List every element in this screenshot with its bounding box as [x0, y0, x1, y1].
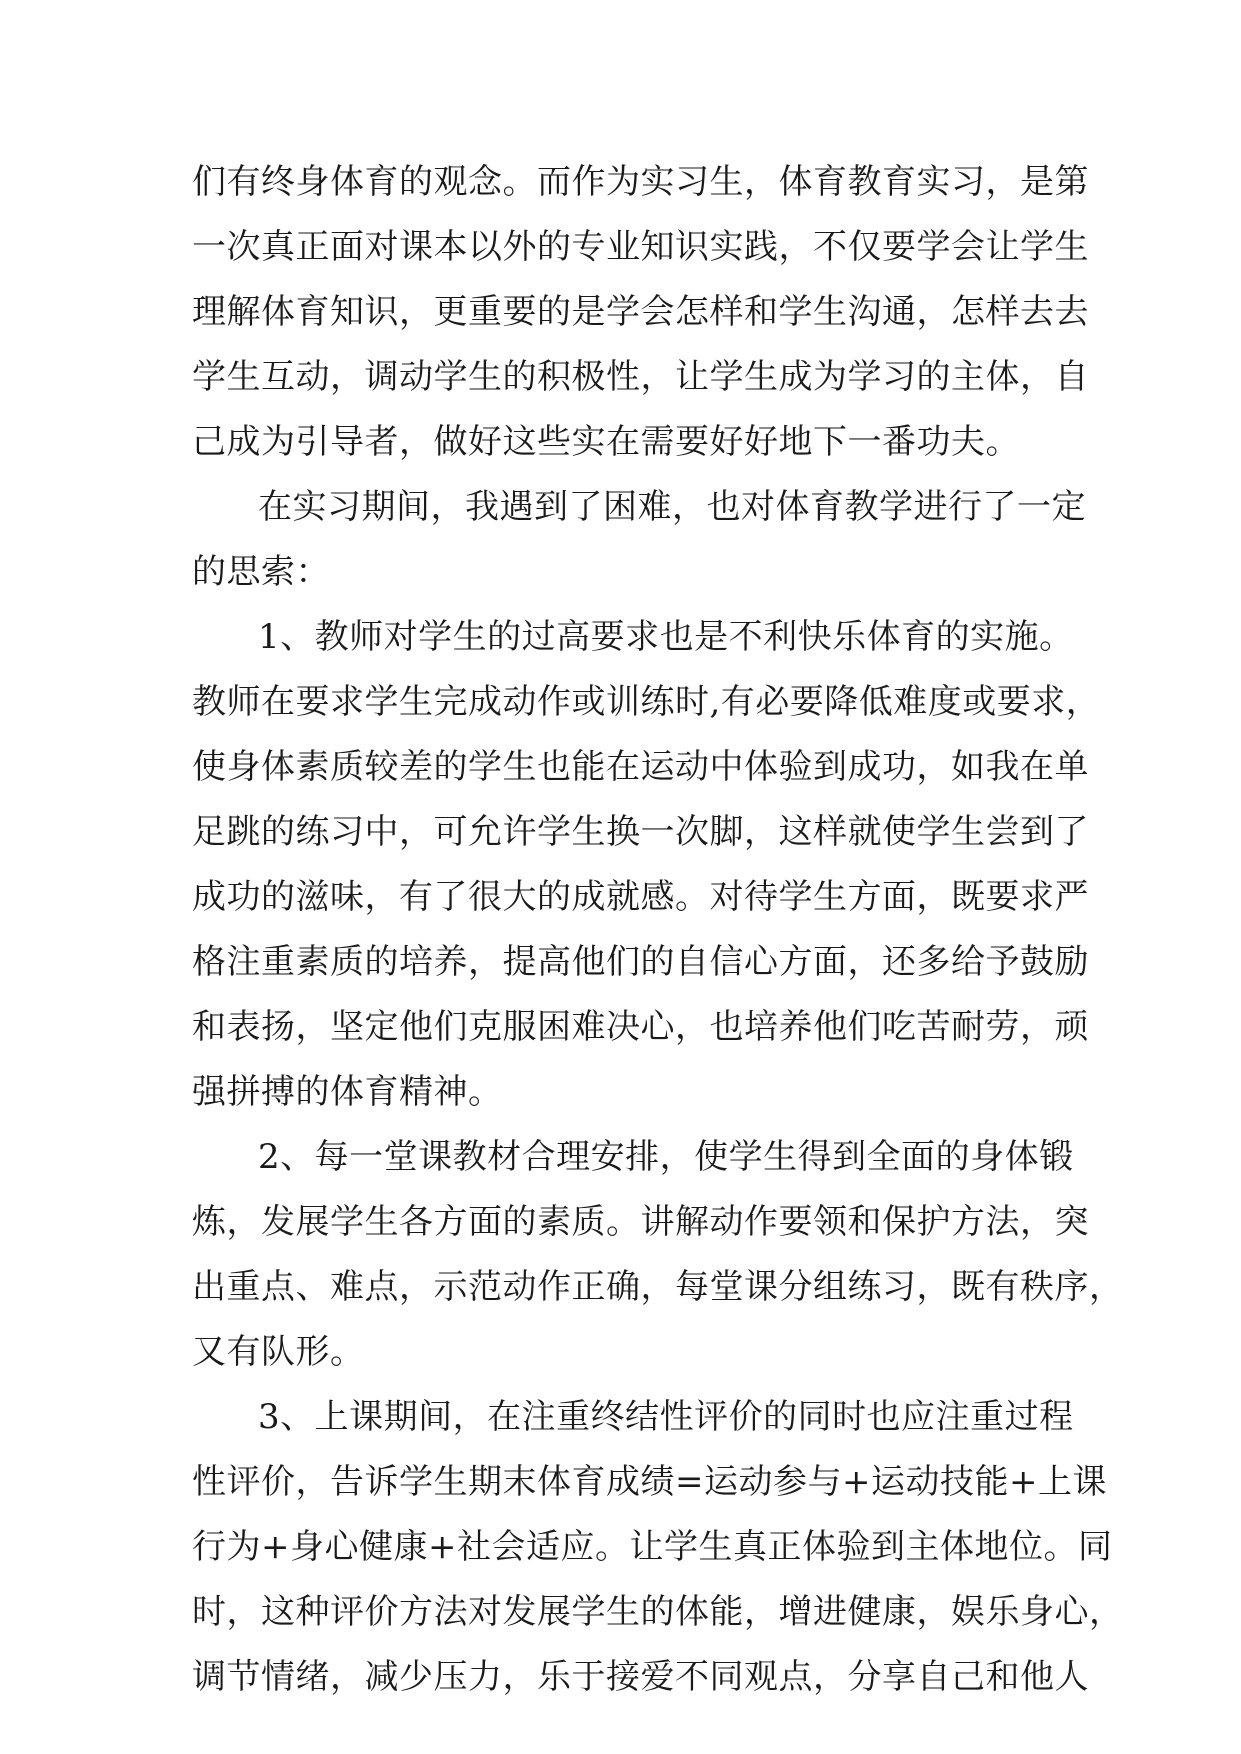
text-line: 3、上课期间，在注重终结性评价的同时也应注重过程	[258, 1397, 1074, 1437]
text-line: 的思索：	[192, 552, 330, 592]
text-line: 1、教师对学生的过高要求也是不利快乐体育的实施。	[258, 617, 1074, 657]
text-line: 使身体素质较差的学生也能在运动中体验到成功，如我在单	[192, 747, 1089, 787]
text-line: 出重点、难点，示范动作正确，每堂课分组练习，既有秩序，	[192, 1267, 1124, 1307]
text-line: 足跳的练习中，可允许学生换一次脚，这样就使学生尝到了	[192, 812, 1089, 852]
text-line: 格注重素质的培养，提高他们的自信心方面，还多给予鼓励	[192, 942, 1089, 982]
text-line: 调节情绪，减少压力，乐于接爱不同观点，分享自己和他人	[192, 1657, 1089, 1697]
text-line: 强拼搏的体育精神。	[192, 1072, 503, 1112]
text-line: 教师在要求学生完成动作或训练时,有必要降低难度或要求，	[192, 682, 1101, 722]
text-line: 们有终身体育的观念。而作为实习生，体育教育实习，是第	[192, 162, 1089, 202]
text-line: 成功的滋味，有了很大的成就感。对待学生方面，既要求严	[192, 877, 1089, 917]
text-line: 理解体育知识，更重要的是学会怎样和学生沟通，怎样去去	[192, 292, 1089, 332]
text-line: 己成为引导者，做好这些实在需要好好地下一番功夫。	[192, 422, 1020, 462]
text-line: 又有队形。	[192, 1332, 365, 1372]
text-line: 学生互动，调动学生的积极性，让学生成为学习的主体，自	[192, 357, 1089, 397]
text-line: 在实习期间，我遇到了困难，也对体育教学进行了一定	[258, 487, 1086, 527]
text-line: 和表扬，坚定他们克服困难决心，也培养他们吃苦耐劳，顽	[192, 1007, 1089, 1047]
text-line: 2、每一堂课教材合理安排，使学生得到全面的身体锻	[258, 1137, 1074, 1177]
text-line: 一次真正面对课本以外的专业知识实践，不仅要学会让学生	[192, 227, 1089, 267]
text-line: 行为+身心健康+社会适应。让学生真正体验到主体地位。同	[192, 1527, 1113, 1567]
text-line: 时，这种评价方法对发展学生的体能，增进健康，娱乐身心，	[192, 1592, 1124, 1632]
document-body	[192, 150, 1124, 1710]
text-line: 炼，发展学生各方面的素质。讲解动作要领和保护方法，突	[192, 1202, 1089, 1242]
text-line: 性评价，告诉学生期末体育成绩=运动参与+运动技能+上课	[192, 1462, 1107, 1502]
